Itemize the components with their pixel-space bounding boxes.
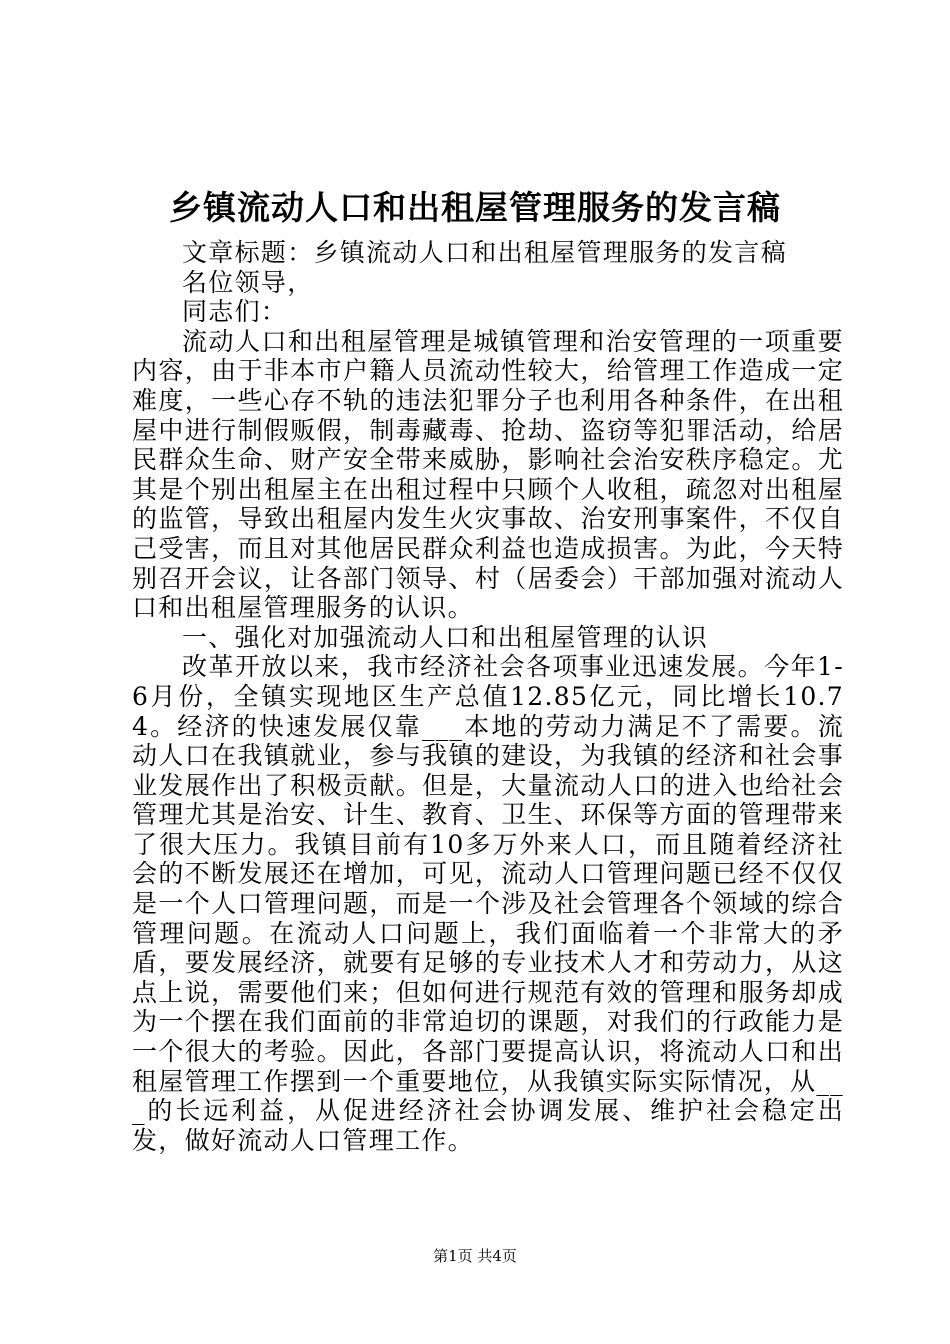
paragraph-intro: 流动人口和出租屋管理是城镇管理和治安管理的一项重要内容，由于非本市户籍人员流动性较大，给管理工作造成一定难度，一些心存不轨的违法犯罪分子也利用各种条件，在出租屋中进行制假贩假，制毒藏毒、抢劫、盗窃等犯罪活动，给居民群众生命、财产安全带来威胁，影响社会治安秩序稳定。尤其是个别出租屋主在出租过程中只顾个人收租，疏忽对出租屋的监管，导致出租屋内发生火灾事故、治安刑事案件，不仅自己受害，而且对其他居民群众利益也造成损害。为此，今天特别召开会议，让各部门领导、村（居委会）干部加强对流动人口和出租屋管理服务的认识。 xyxy=(132,326,844,623)
paragraph-section-1: 改革开放以来，我市经济社会各项事业迅速发展。今年1-6月份，全镇实现地区生产总值12.85亿元，同比增长10.74。经济的快速发展仅靠___本地的劳动力满足不了需要。流动人口在我镇就业，参与我镇的建设，为我镇的经济和社会事业发展作出了积极贡献。但是，大量流动人口的进入也给社会管理尤其是治安、计生、教育、卫生、环保等方面的管理带来了很大压力。我镇目前有10多万外来人口，而且随着经济社会的不断发展还在增加，可见，流动人口管理问题已经不仅仅是一个人口管理问题，而是一个涉及社会管理各个领域的综合管理问题。在流动人口问题上，我们面临着一个非常大的矛盾，要发展经济，就要有足够的专业技术人才和劳动力，从这点上说，需要他们来；但如何进行规范有效的管理和服务却成为一个摆在我们面前的非常迫切的课题，对我们的行政能力是一个很大的考验。因此，各部门要提高认识，将流动人口和出租屋管理工作摆到一个重要地位，从我镇实际实际情况，从___的长远利益，从促进经济社会协调发展、维护社会稳定出发，做好流动人口管理工作。 xyxy=(132,652,844,1155)
section-heading-1: 一、强化对加强流动人口和出租屋管理的认识 xyxy=(182,622,709,652)
page-footer: 第1页 共4页 xyxy=(433,1247,517,1265)
salutation-leaders: 名位领导， xyxy=(182,267,314,297)
salutation-comrades: 同志们： xyxy=(182,297,288,327)
document-title: 乡镇流动人口和出租屋管理服务的发言稿 xyxy=(169,188,781,227)
article-title-line: 文章标题：乡镇流动人口和出租屋管理服务的发言稿 xyxy=(182,238,787,267)
document-body xyxy=(132,238,844,1155)
